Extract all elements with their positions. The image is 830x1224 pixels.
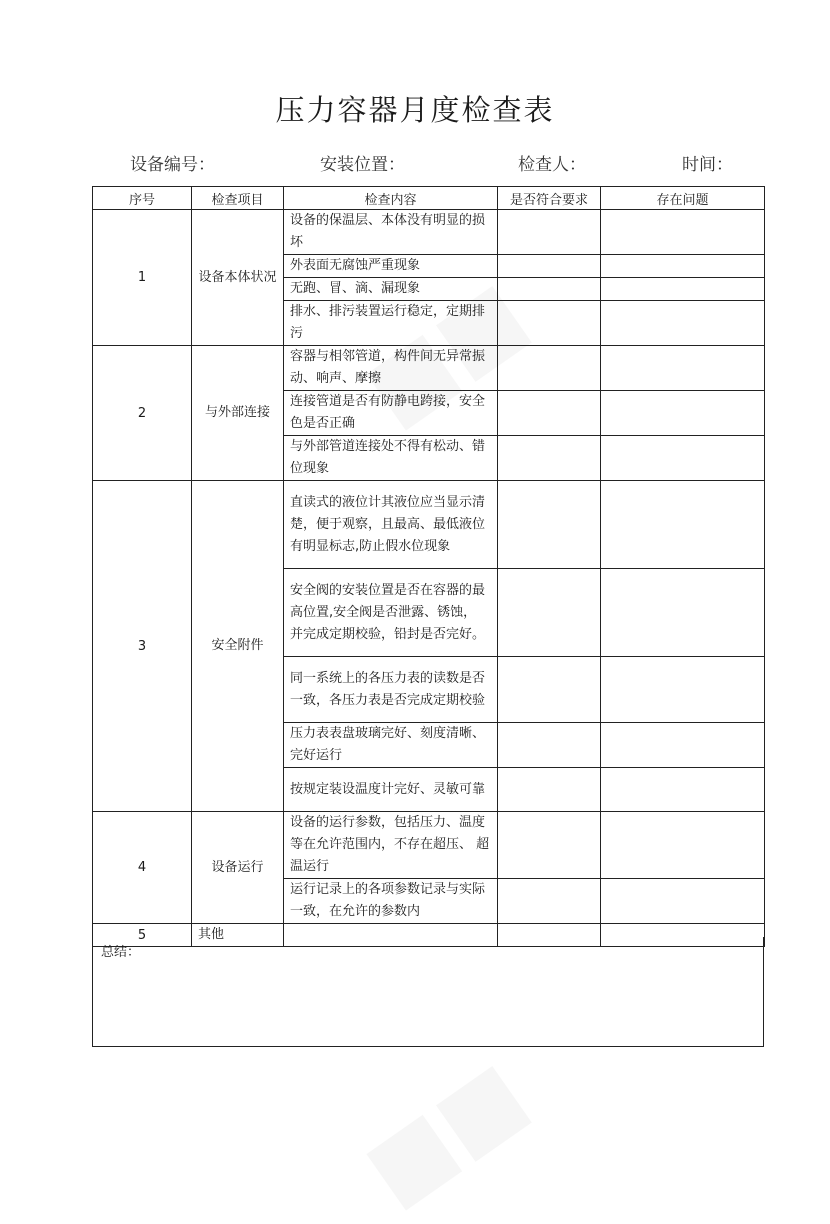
compliance-cell[interactable]	[498, 481, 601, 569]
check-content: 容器与相邻管道，构件间无异常振动、响声、摩擦	[284, 346, 498, 391]
inspection-table	[92, 186, 765, 947]
page-title: 压力容器月度检查表	[275, 93, 555, 127]
check-content: 安全阀的安装位置是否在容器的最高位置,安全阀是否泄露、锈蚀， 并完成定期校验，铅封是否完好。	[284, 569, 498, 657]
check-content: 压力表表盘玻璃完好、刻度清晰、完好运行	[284, 723, 498, 768]
issues-cell[interactable]	[601, 391, 765, 436]
issues-cell[interactable]	[601, 301, 765, 346]
check-content: 排水、排污装置运行稳定，定期排污	[284, 301, 498, 346]
compliance-cell[interactable]	[498, 278, 601, 301]
check-content: 直读式的液位计其液位应当显示清楚，便于观察，且最高、最低液位有明显标志,防止假水位现象	[284, 481, 498, 569]
group-item: 与外部连接	[192, 346, 284, 481]
time-label: 时间：	[682, 155, 733, 175]
issues-cell[interactable]	[601, 723, 765, 768]
table-row	[93, 812, 765, 879]
compliance-cell[interactable]	[498, 301, 601, 346]
compliance-cell[interactable]	[498, 436, 601, 481]
group-item: 其他	[192, 924, 284, 947]
col-header-compliance: 是否符合要求	[498, 187, 601, 210]
group-seq: 3	[93, 481, 192, 812]
check-content: 连接管道是否有防静电跨接，安全色是否正确	[284, 391, 498, 436]
compliance-cell[interactable]	[498, 569, 601, 657]
group-seq: 2	[93, 346, 192, 481]
check-content: 设备的运行参数，包括压力、温度等在允许范围内，不存在超压、 超温运行	[284, 812, 498, 879]
compliance-cell[interactable]	[498, 210, 601, 255]
compliance-cell[interactable]	[498, 768, 601, 812]
check-content: 设备的保温层、本体没有明显的损坏	[284, 210, 498, 255]
group-seq: 1	[93, 210, 192, 346]
issues-cell[interactable]	[601, 569, 765, 657]
check-content: 按规定装设温度计完好、灵敏可靠	[284, 768, 498, 812]
col-header-content: 检查内容	[284, 187, 498, 210]
compliance-cell[interactable]	[498, 723, 601, 768]
device-number-label: 设备编号：	[130, 155, 215, 175]
col-header-issues: 存在问题	[601, 187, 765, 210]
compliance-cell[interactable]	[498, 255, 601, 278]
col-header-seq: 序号	[93, 187, 192, 210]
issues-cell[interactable]	[601, 481, 765, 569]
compliance-cell[interactable]	[498, 391, 601, 436]
issues-cell[interactable]	[601, 436, 765, 481]
inspector-label: 检查人：	[518, 155, 586, 175]
compliance-cell[interactable]	[498, 657, 601, 723]
group-item: 设备本体状况	[192, 210, 284, 346]
check-content: 运行记录上的各项参数记录与实际一致，在允许的参数内	[284, 879, 498, 924]
group-item: 安全附件	[192, 481, 284, 812]
compliance-cell[interactable]	[498, 346, 601, 391]
group-item: 设备运行	[192, 812, 284, 924]
check-content: 同一系统上的各压力表的读数是否一致，各压力表是否完成定期校验	[284, 657, 498, 723]
install-location-label: 安装位置：	[320, 155, 405, 175]
table-row	[93, 346, 765, 391]
compliance-cell[interactable]	[498, 812, 601, 879]
table-row	[93, 481, 765, 569]
check-content: 外表面无腐蚀严重现象	[284, 255, 498, 278]
issues-cell[interactable]	[601, 768, 765, 812]
check-content: 无跑、冒、滴、漏现象	[284, 278, 498, 301]
group-seq: 5	[93, 924, 192, 947]
issues-cell[interactable]	[601, 210, 765, 255]
watermark-bottom	[345, 1041, 545, 1224]
issues-cell[interactable]	[601, 255, 765, 278]
issues-cell[interactable]	[601, 657, 765, 723]
issues-cell[interactable]	[601, 812, 765, 879]
group-seq: 4	[93, 812, 192, 924]
issues-cell[interactable]	[601, 278, 765, 301]
compliance-cell[interactable]	[498, 879, 601, 924]
summary-label: 总结：	[101, 945, 141, 960]
check-content: 与外部管道连接处不得有松动、错位现象	[284, 436, 498, 481]
summary-box[interactable]	[92, 937, 764, 1047]
table-row	[93, 210, 765, 255]
col-header-item: 检查项目	[192, 187, 284, 210]
table-header-row	[93, 187, 765, 210]
issues-cell[interactable]	[601, 879, 765, 924]
issues-cell[interactable]	[601, 346, 765, 391]
